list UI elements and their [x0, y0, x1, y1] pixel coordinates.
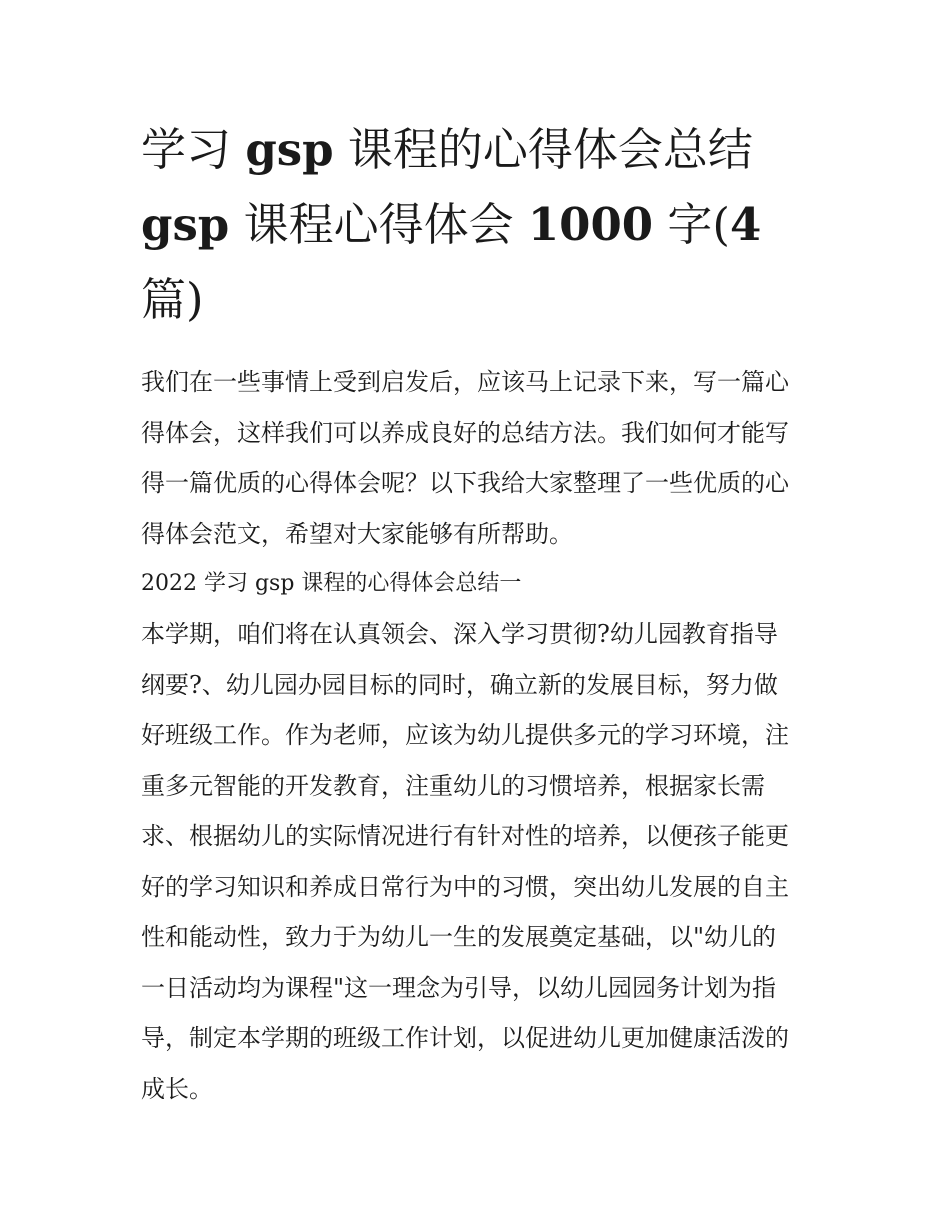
body-line: 一日活动均为课程"这一理念为引导，以幼儿园园务计划为指: [141, 973, 777, 1002]
body-line: 重多元智能的开发教育，注重幼儿的习惯培养，根据家长需: [141, 771, 765, 800]
intro-line: 我们在一些事情上受到启发后，应该马上记录下来，写一篇心: [141, 368, 789, 396]
intro-paragraph: [141, 357, 813, 559]
title-text: 4: [730, 198, 762, 251]
body-line: 成长。: [141, 1074, 213, 1103]
body-line: 纲要?、幼儿园办园目标的同时，确立新的发展目标，努力做: [141, 670, 778, 699]
title-text: gsp: [141, 198, 230, 251]
title-text: 学习: [141, 123, 246, 176]
title-text: 课程心得体会: [229, 198, 528, 251]
title-text: 课程的心得体会总结: [333, 123, 753, 176]
document-page: [141, 112, 813, 1114]
intro-line: 得一篇优质的心得体会呢？以下我给大家整理了一些优质的心: [141, 469, 789, 497]
body-line: 本学期，咱们将在认真领会、深入学习贯彻?幼儿园教育指导: [141, 620, 778, 648]
section-heading: 2022 学习 gsp 课程的心得体会总结一: [141, 571, 522, 596]
body-line: 导，制定本学期的班级工作计划，以促进幼儿更加健康活泼的: [141, 1024, 789, 1052]
document-title: [141, 112, 813, 337]
body-line: 性和能动性，致力于为幼儿一生的发展奠定基础，以"幼儿的: [141, 923, 777, 951]
title-text: 1000: [527, 198, 654, 251]
body-line: 求、根据幼儿的实际情况进行有针对性的培养，以便孩子能更: [141, 822, 789, 850]
body-paragraph: [141, 609, 813, 1114]
intro-line: 得体会，这样我们可以养成良好的总结方法。我们如何才能写: [141, 418, 789, 447]
title-line-2: [141, 187, 813, 262]
title-text: 字(: [653, 198, 730, 251]
title-line-1: [141, 112, 813, 187]
body-line: 好班级工作。作为老师，应该为幼儿提供多元的学习环境，注: [141, 721, 789, 749]
title-line-3: 篇): [141, 273, 204, 326]
title-text: gsp: [245, 123, 334, 176]
intro-line: 得体会范文，希望对大家能够有所帮助。: [141, 519, 573, 548]
body-line: 好的学习知识和养成日常行为中的习惯，突出幼儿发展的自主: [141, 872, 789, 901]
